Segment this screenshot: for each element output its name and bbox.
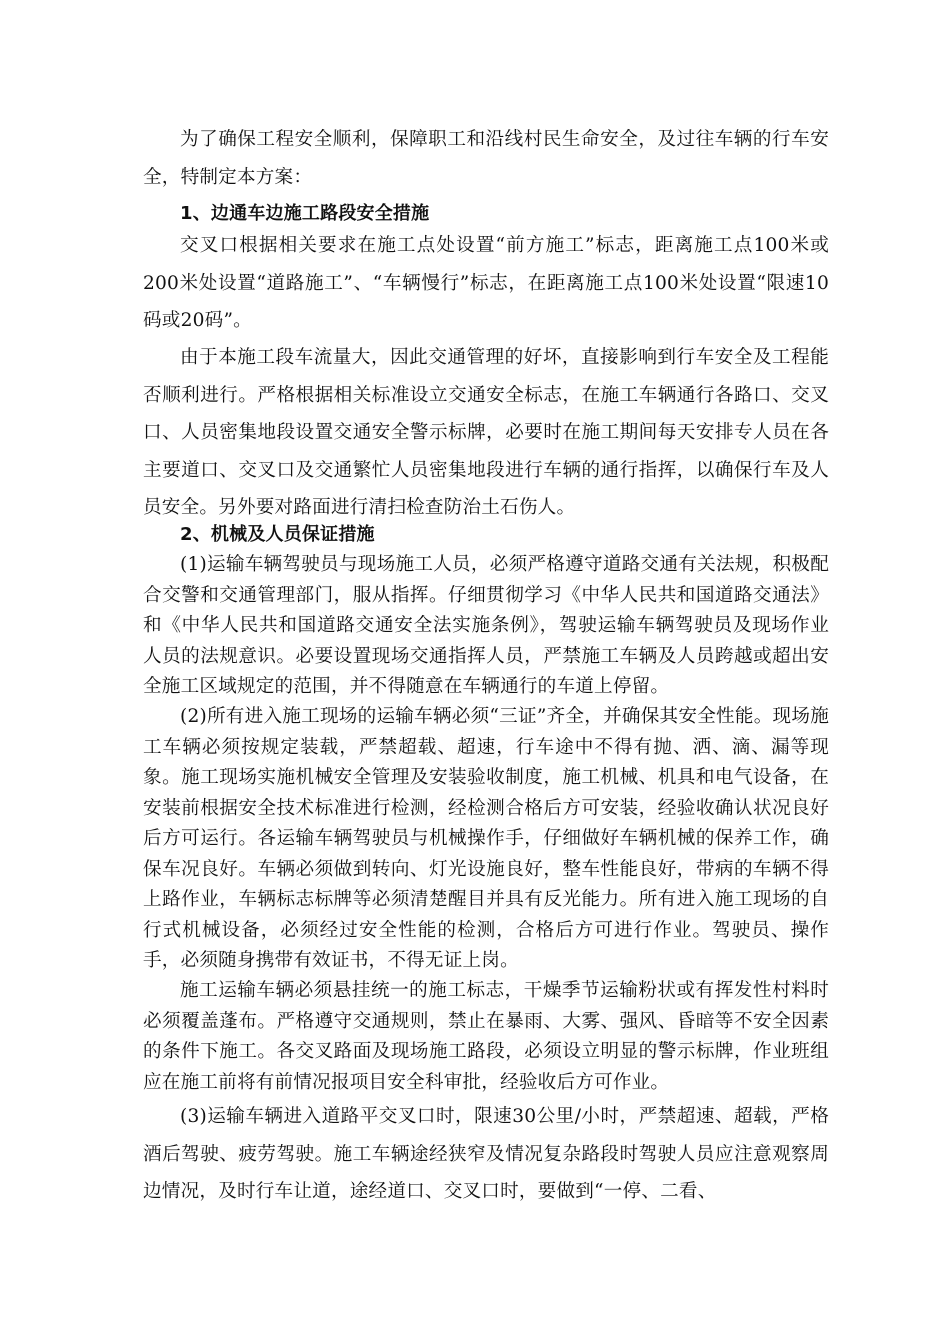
section-1-paragraph-2: 由于本施工段车流量大，因此交通管理的好坏，直接影响到行车安全及工程能否顺利进行。严格根据相关标准设立交通安全标志，在施工车辆通行各路口、交叉口、人员密集地段设置交通安全警示标牌，必要时在施工期间每天安排专人员在各主要道口、交叉口及交通繁忙人员密集地段进行车辆的通行指挥，以确保行车及人员安全。另外要对路面进行清扫检查防治土石伤人。 [143, 347, 829, 518]
section-1-paragraph-1: 交叉口根据相关要求在施工点处设置“前方施工”标志，距离施工点100米或200米处设置“道路施工”、“车辆慢行”标志，在距离施工点100米处设置“限速10码或20码”。 [143, 235, 829, 331]
intro-paragraph: 为了确保工程安全顺利，保障职工和沿线村民生命安全，及过往车辆的行车安全，特制定本方案： [143, 129, 829, 188]
section-2-heading: 2、机械及人员保证措施 [180, 524, 375, 545]
section-2-paragraph-3: 施工运输车辆必须悬挂统一的施工标志，干燥季节运输粉状或有挥发性村料时必须覆盖蓬布。严格遵守交通规则，禁止在暴雨、大雾、强风、昏暗等不安全因素的条件下施工。各交叉路面及现场施工路段，必须设立明显的警示标牌，作业班组应在施工前将有前情况报项目安全科审批，经验收后方可作业。 [143, 980, 829, 1093]
section-1-heading: 1、边通车边施工路段安全措施 [180, 203, 430, 224]
section-2-paragraph-2: (2)所有进入施工现场的运输车辆必须“三证”齐全，并确保其安全性能。现场施工车辆必须按规定装载，严禁超载、超速，行车途中不得有抛、洒、滴、漏等现象。施工现场实施机械安全管理及安装验收制度，施工机械、机具和电气设备，在安装前根据安全技术标准进行检测，经检测合格后方可安装，经验收确认状况良好后方可运行。各运输车辆驾驶员与机械操作手，仔细做好车辆机械的保养工作，确保车况良好。车辆必须做到转向、灯光设施良好，整车性能良好，带病的车辆不得上路作业，车辆标志标牌等必须清楚醒目并具有反光能力。所有进入施工现场的自行式机械设备，必须经过安全性能的检测，合格后方可进行作业。驾驶员、操作手，必须随身携带有效证书，不得无证上岗。 [143, 706, 829, 971]
section-2-paragraph-4: (3)运输车辆进入道路平交叉口时，限速30公里/小时，严禁超速、超载，严格酒后驾驶、疲劳驾驶。施工车辆途经狭窄及情况复杂路段时驾驶人员应注意观察周边情况，及时行车让道，途经道口、交叉口时，要做到“一停、二看、 [143, 1106, 829, 1202]
section-2-paragraph-1: (1)运输车辆驾驶员与现场施工人员，必须严格遵守道路交通有关法规，积极配合交警和交通管理部门，服从指挥。仔细贯彻学习《中华人民共和国道路交通法》和《中华人民共和国道路交通安全法实施条例》，驾驶运输车辆驾驶员及现场作业人员的法规意识。必要设置现场交通指挥人员，严禁施工车辆及人员跨越或超出安全施工区域规定的范围，并不得随意在车辆通行的车道上停留。 [143, 554, 829, 697]
